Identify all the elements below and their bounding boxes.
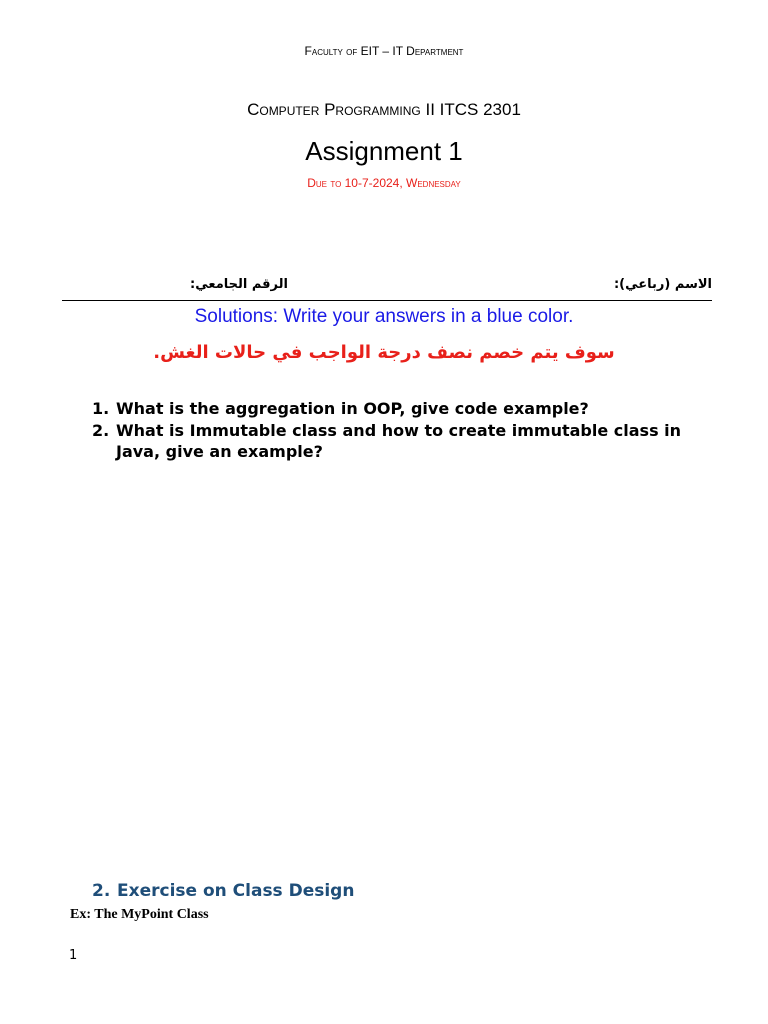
question-text: What is the aggregation in OOP, give code example?	[116, 399, 589, 418]
due-date: Due to 10-7-2024, Wednesday	[307, 176, 461, 190]
page-number: 1	[69, 948, 78, 963]
divider-line	[62, 300, 712, 301]
question-text: What is Immutable class and how to create immutable class in Java, give an example?	[116, 421, 682, 461]
solutions-instruction: Solutions: Write your answers in a blue color.	[194, 306, 574, 327]
course-title: Computer Programming II ITCS 2301	[247, 100, 521, 119]
cheating-warning: سوف يتم خصم نصف درجة الواجب في حالات الغش.	[153, 342, 615, 363]
faculty-header: Faculty of EIT – IT Department	[304, 44, 464, 58]
student-id-label: الرقم الجامعي:	[190, 277, 288, 292]
question-number: 1.	[92, 399, 110, 418]
exercise-title: Exercise on Class Design	[117, 881, 355, 901]
exercise-subheading: Ex: The MyPoint Class	[70, 907, 209, 922]
question-number: 2.	[92, 421, 110, 440]
assignment-title: Assignment 1	[305, 136, 463, 166]
student-name-label: الاسم (رباعي):	[613, 277, 712, 292]
exercise-number: 2.	[92, 881, 111, 901]
